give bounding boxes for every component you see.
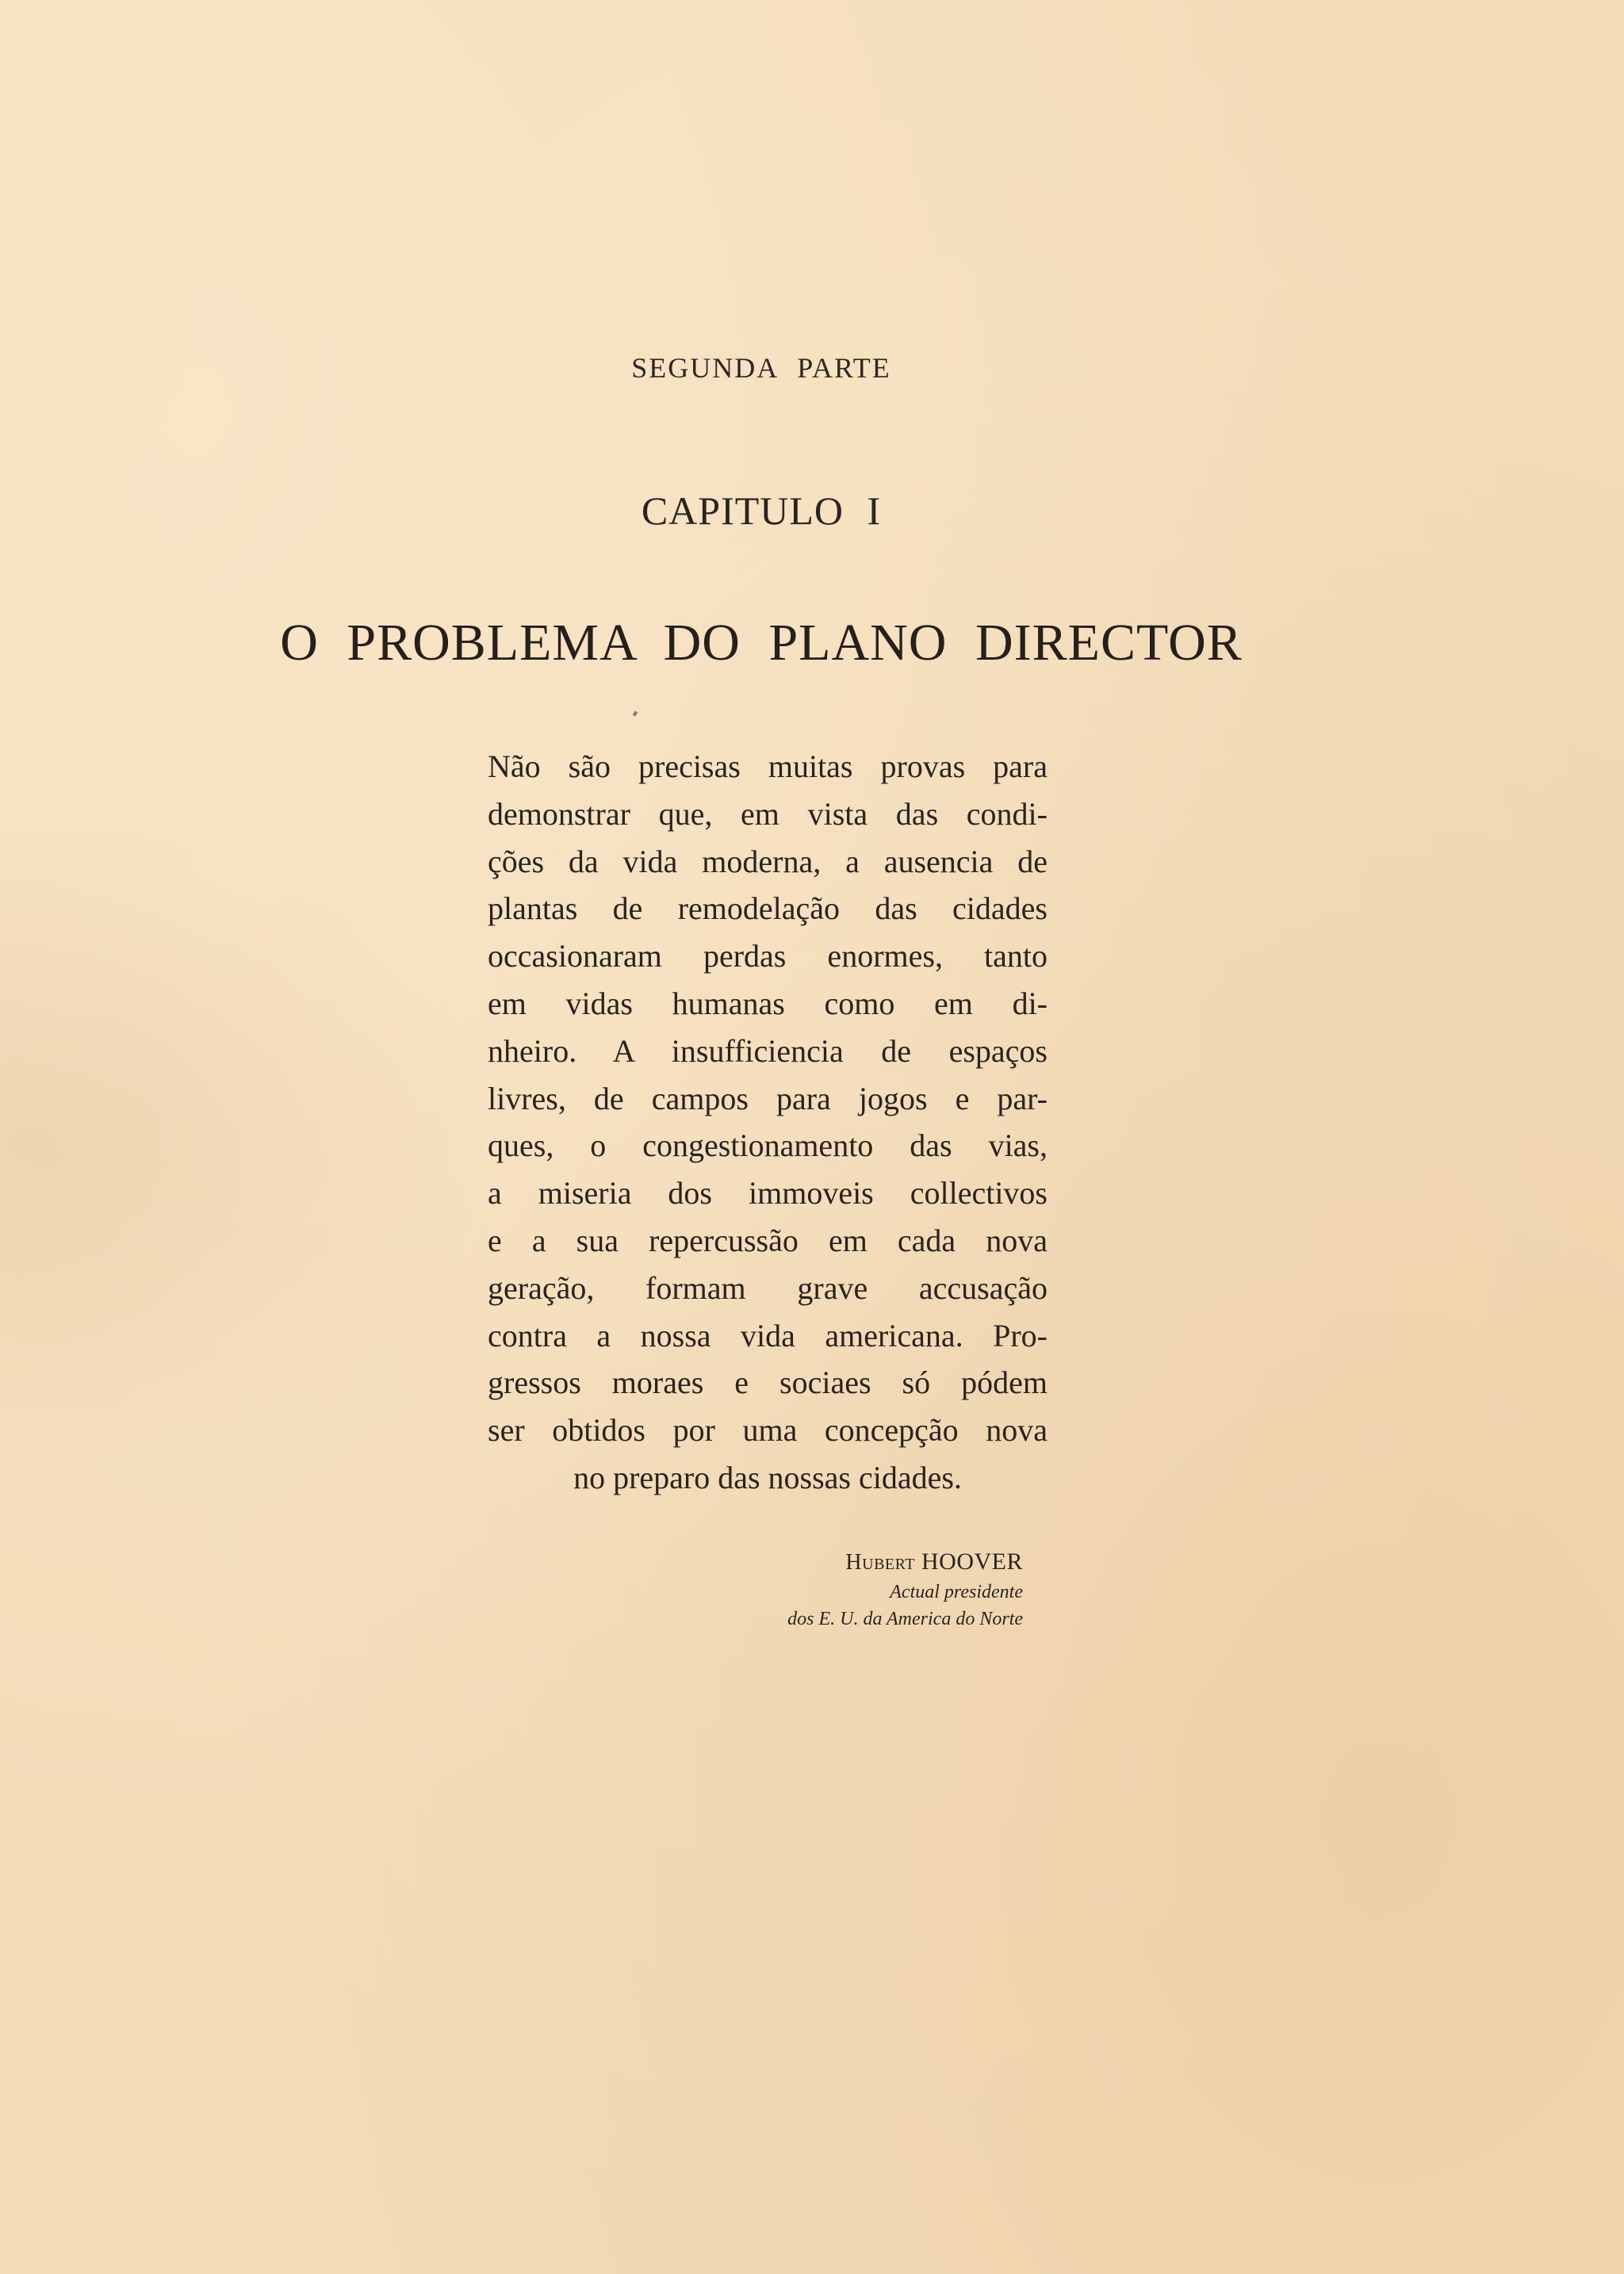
quote-line: no preparo das nossas cidades. (573, 1459, 962, 1495)
quote-line: livres, de campos para jogos e par- (488, 1080, 1048, 1116)
quote-line: ções da vida moderna, a ausencia de (488, 843, 1048, 879)
quote-line: em vidas humanas como em di- (488, 985, 1048, 1021)
quote-line: plantas de remodelação das cidades (488, 890, 1048, 927)
quote-line: a miseria dos immoveis collectivos (488, 1175, 1048, 1212)
quote-line: ser obtidos por uma concepção nova (488, 1412, 1048, 1449)
author-last-name: HOOVER (921, 1549, 1023, 1575)
quote-line: occasionaram perdas enormes, tanto (488, 938, 1048, 974)
quote-line: ques, o congestionamento das vias, (488, 1127, 1048, 1164)
quote-line: nheiro. A insufficiencia de espaços (488, 1032, 1048, 1069)
author-first-name: Hubert (845, 1550, 915, 1575)
chapter-heading: CAPITULO I (641, 488, 882, 533)
quote-attribution (674, 1546, 1023, 1633)
quote-line: contra a nossa vida americana. Pro- (488, 1317, 1048, 1353)
author-name (674, 1546, 1023, 1579)
quote-line: demonstrar que, em vista das condi- (488, 795, 1048, 832)
author-role: Actual presidente (890, 1582, 1023, 1602)
quote-line: e a sua repercussão em cada nova (488, 1222, 1048, 1258)
quote-line: Não são precisas muitas provas para (488, 748, 1048, 784)
chapter-title: O PROBLEMA DO PLANO DIRECTOR (280, 614, 1243, 672)
part-heading: SEGUNDA PARTE (631, 352, 891, 384)
ink-speck (633, 710, 638, 716)
epigraph-quote (488, 743, 1048, 1502)
quote-line: gressos moraes e sociaes só pódem (488, 1365, 1048, 1401)
quote-line: geração, formam grave accusação (488, 1269, 1048, 1306)
author-role-country: dos E. U. da America do Norte (787, 1609, 1023, 1629)
